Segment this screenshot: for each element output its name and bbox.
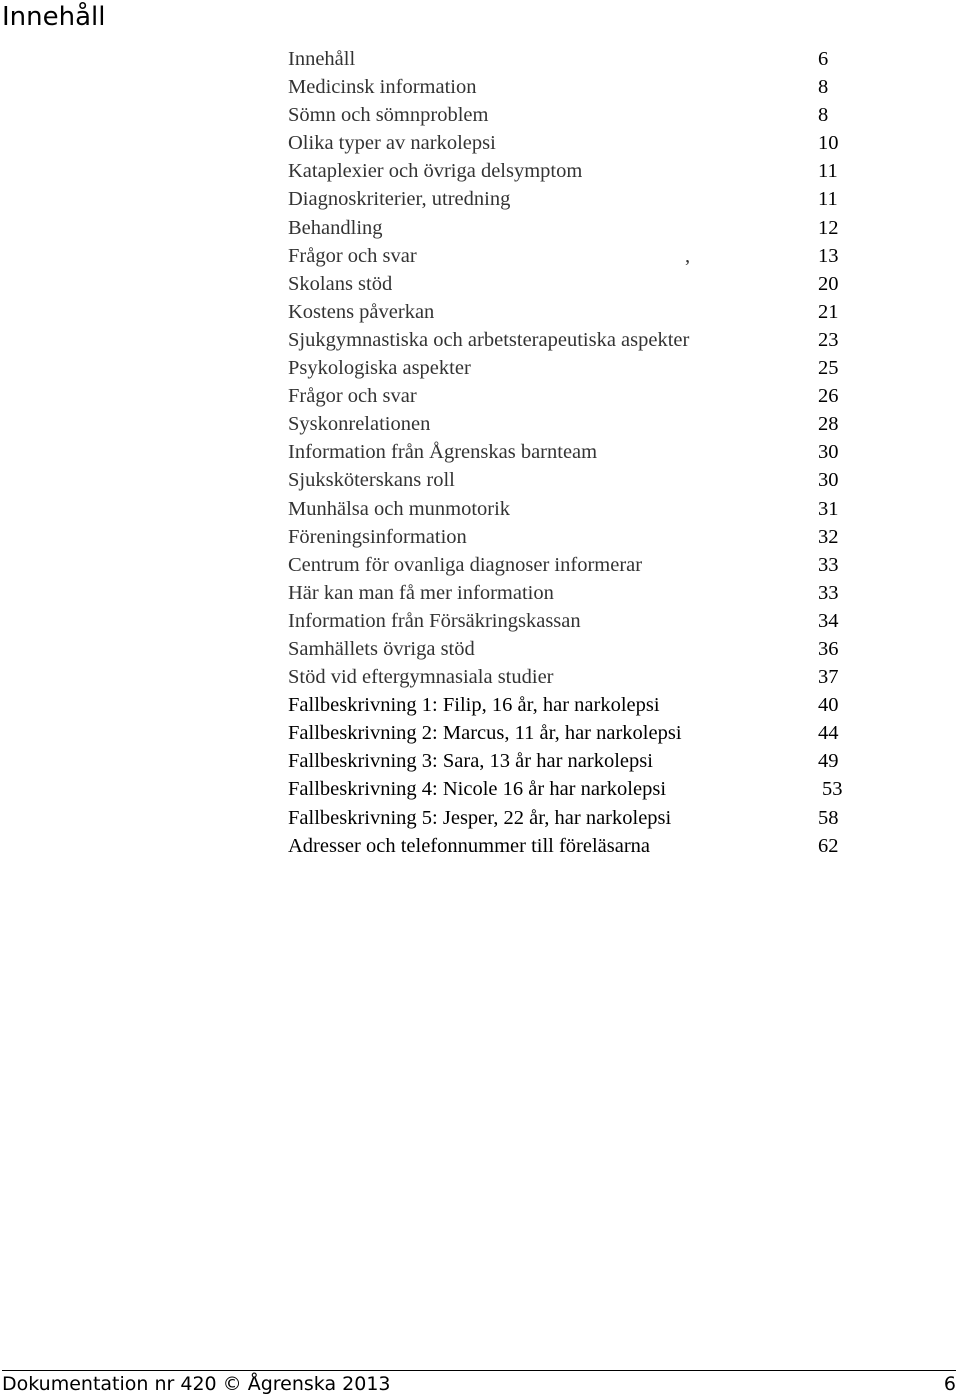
toc-row: [288, 523, 888, 551]
toc-entry-title: Frågor och svar: [288, 244, 417, 267]
toc-entry-page: 53: [822, 778, 843, 801]
toc-row: [288, 382, 888, 410]
toc-entry-page: 26: [818, 385, 839, 408]
toc-entry-page: 32: [818, 525, 839, 548]
toc-entry-title: Information från Försäkringskassan: [288, 609, 581, 632]
toc-row: [288, 663, 888, 691]
toc-entry-title: Adresser och telefonnummer till föreläsarna: [288, 834, 651, 857]
toc-entry-title: Sjukgymnastiska och arbetsterapeutiska aspekter: [288, 328, 690, 351]
toc-row: [288, 298, 888, 326]
toc-entry-page: 44: [818, 722, 839, 745]
toc-row: [288, 185, 888, 213]
toc-row: [288, 747, 888, 775]
toc-entry-page: 34: [818, 609, 839, 632]
toc-entry-page: 58: [818, 806, 839, 829]
toc-entry-page: 31: [818, 497, 839, 520]
footer-page-number: 6: [943, 1373, 956, 1395]
toc-entry-page: 33: [818, 553, 839, 576]
toc-entry-title: Kostens påverkan: [288, 300, 435, 323]
toc-entry-title: Munhälsa och munmotorik: [288, 497, 511, 520]
toc-entry-title: Psykologiska aspekter: [288, 357, 471, 380]
toc-row: [288, 214, 888, 242]
page-title: Innehåll: [2, 2, 106, 32]
toc-row: [288, 832, 888, 860]
toc-row: [288, 607, 888, 635]
toc-row: [288, 326, 888, 354]
toc-entry-title: Medicinsk information: [288, 76, 477, 99]
footer-publication-info: Dokumentation nr 420 © Ågrenska 2013: [2, 1373, 391, 1395]
toc-entry-title: Information från Ågrenskas barnteam: [288, 441, 598, 464]
toc-entry-title: Behandling: [288, 216, 383, 239]
toc-row: [288, 804, 888, 832]
toc-row: [288, 157, 888, 185]
toc-entry-title: Samhällets övriga stöd: [288, 637, 475, 660]
toc-row: [288, 775, 888, 803]
toc-row: [288, 579, 888, 607]
toc-entry-title: Olika typer av narkolepsi: [288, 132, 496, 155]
toc-entry-page: 28: [818, 413, 839, 436]
toc-entry-page: 30: [818, 441, 839, 464]
toc-entry-page: 21: [818, 300, 839, 323]
toc-entry-title: Sjuksköterskans roll: [288, 469, 455, 492]
toc-entry-title: Skolans stöd: [288, 272, 393, 295]
toc-row: [288, 73, 888, 101]
toc-entry-page: 49: [818, 750, 839, 773]
toc-entry-page: 25: [818, 357, 839, 380]
toc-entry-page: 11: [818, 188, 838, 211]
toc-entry-title: Fallbeskrivning 4: Nicole 16 år har narkolepsi: [288, 778, 667, 801]
toc-entry-page: 13: [818, 244, 839, 267]
toc-row: [288, 551, 888, 579]
toc-row: [288, 101, 888, 129]
toc-row: [288, 45, 888, 73]
toc-entry-page: 23: [818, 328, 839, 351]
toc-entry-page: 11: [818, 160, 838, 183]
toc-entry-page: 8: [818, 104, 829, 127]
toc-row: [288, 354, 888, 382]
toc-row: [288, 129, 888, 157]
toc-entry-page: 62: [818, 834, 839, 857]
toc-entry-page: 12: [818, 216, 839, 239]
toc-row: [288, 270, 888, 298]
toc-entry-title: Fallbeskrivning 3: Sara, 13 år har narkolepsi: [288, 750, 653, 773]
toc-entry-title: Fallbeskrivning 5: Jesper, 22 år, har narkolepsi: [288, 806, 672, 829]
toc-entry-page: 8: [818, 76, 829, 99]
toc-row: [288, 410, 888, 438]
toc-row: [288, 691, 888, 719]
toc-entry-title: Frågor och svar: [288, 385, 417, 408]
toc-entry-title: Centrum för ovanliga diagnoser informerar: [288, 553, 643, 576]
toc-entry-title: Föreningsinformation: [288, 525, 467, 548]
toc-row: [288, 495, 888, 523]
toc-row: [288, 719, 888, 747]
toc-entry-title: Sömn och sömnproblem: [288, 104, 489, 127]
toc-entry-page: 37: [818, 666, 839, 689]
toc-entry-title: Stöd vid eftergymnasiala studier: [288, 666, 554, 689]
toc-entry-title: Här kan man få mer information: [288, 581, 554, 604]
toc-entry-extra: ,: [685, 244, 691, 267]
toc-entry-title: Fallbeskrivning 1: Filip, 16 år, har narkolepsi: [288, 694, 660, 717]
toc-entry-title: Diagnoskriterier, utredning: [288, 188, 511, 211]
toc-entry-title: Fallbeskrivning 2: Marcus, 11 år, har narkolepsi: [288, 722, 682, 745]
toc-entry-page: 10: [818, 132, 839, 155]
toc-row: [288, 635, 888, 663]
toc-row: [288, 242, 888, 270]
toc-row: [288, 466, 888, 494]
toc-entry-page: 40: [818, 694, 839, 717]
toc-entry-page: 33: [818, 581, 839, 604]
page-footer: [2, 1370, 956, 1397]
toc-entry-page: 6: [818, 48, 829, 70]
toc-entry-page: 36: [818, 637, 839, 660]
toc-row: [288, 438, 888, 466]
toc-entry-title: Syskonrelationen: [288, 413, 431, 436]
toc-entry-page: 20: [818, 272, 839, 295]
toc-entry-title: Innehåll: [288, 48, 356, 70]
toc-entry-title: Kataplexier och övriga delsymptom: [288, 160, 583, 183]
table-of-contents: [288, 45, 888, 860]
toc-entry-page: 30: [818, 469, 839, 492]
